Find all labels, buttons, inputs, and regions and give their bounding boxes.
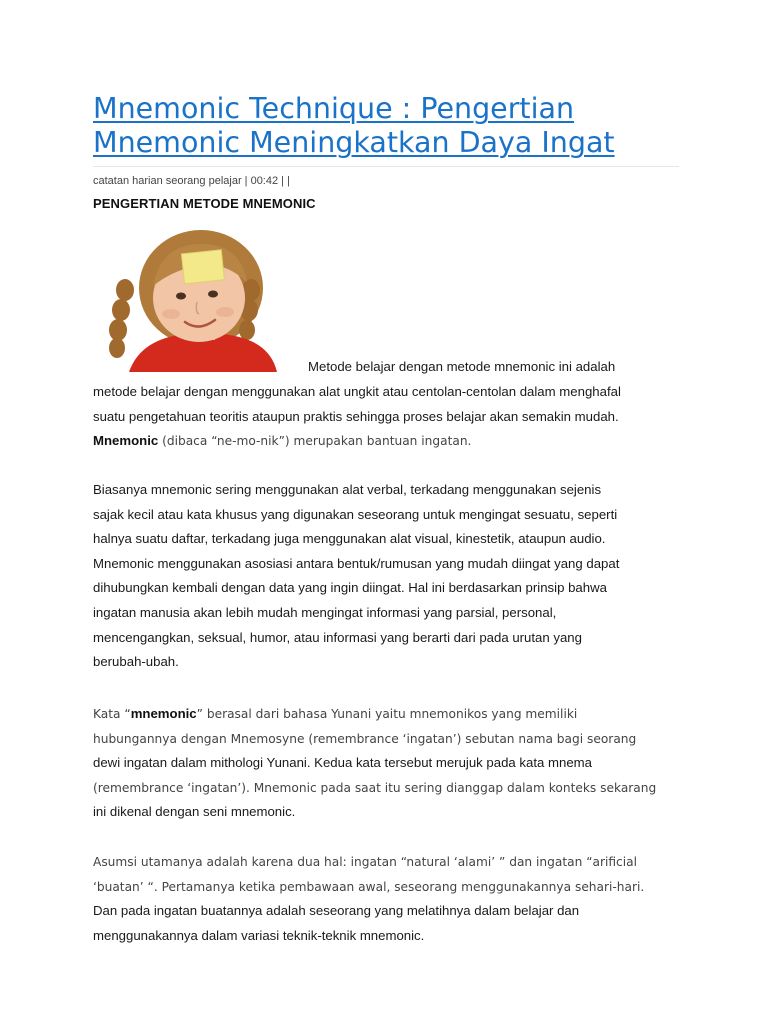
paragraph-4-line: Asumsi utamanya adalah karena dua hal: ingatan “natural ‘alami’ ” dan ingatan “arificial [93,855,637,869]
paragraph-4-line: ‘buatan’ “. Pertamanya ketika pembawaan awal, seseorang menggunakannya sehari-hari. [93,879,645,894]
paragraph-1-first-line: Metode belajar dengan metode mnemonic ini adalah [308,359,616,374]
title-line-1[interactable]: Mnemonic Technique : Pengertian [93,92,575,125]
paragraph-2-line: Biasanya mnemonic sering menggunakan alat verbal, terkadang menggunakan sejenis [93,482,602,497]
mnemonic-bold-term: mnemonic [130,706,197,721]
paragraph-3 [93,702,693,825]
post-meta: catatan harian seorang pelajar | 00:42 | | [93,175,290,187]
paragraph-1 [93,380,693,454]
paragraph-4 [93,850,693,948]
paragraph-2-line: halnya suatu daftar, terkadang juga menggunakan alat visual, kinestetik, ataupun audio. [93,531,606,547]
paragraph-2-line: sajak kecil atau kata khusus yang digunakan seseorang untuk mengingat sesuatu, seperti [93,506,618,522]
paragraph-4-line: Dan pada ingatan buatannya adalah seseorang yang melatihnya dalam belajar dan [93,903,580,919]
paragraph-3-line [93,702,693,727]
pronunciation-note: (dibaca “ne-mo-nik”) merupakan bantuan ingatan. [158,434,472,449]
paragraph-2-line: Mnemonic menggunakan asosiasi antara bentuk/rumusan yang mudah diingat yang dapat [93,555,620,571]
paragraph-1-line [93,429,693,454]
paragraph-1-line: metode belajar dengan menggunakan alat ungkit atau centolan-centolan dalam menghafal [93,384,621,399]
paragraph-2-line: mencengangkan, seksual, humor, atau informasi yang berarti dari pada urutan yang [93,629,582,645]
paragraph-2-line: dihubungkan kembali dengan data yang ingin diingat. Hal ini berdasarkan prinsip bahwa [93,580,607,596]
paragraph-3-line: (remembrance ‘ingatan’). Mnemonic pada saat itu sering dianggap dalam konteks sekarang [93,780,657,795]
paragraph-2-line: berubah-ubah. [93,654,179,670]
paragraph-3-line: hubungannya dengan Mnemosyne (remembrance ‘ingatan’) sebutan nama bagi seorang [93,731,637,746]
paragraph-1-line: suatu pengetahuan teoritis ataupun praktis sehingga proses belajar akan semakin mudah. [93,408,619,424]
paragraph-3-line: ini dikenal dengan seni mnemonic. [93,804,296,820]
paragraph-2 [93,478,693,675]
mnemonic-bold-term: Mnemonic [93,433,159,449]
paragraph-4-line: menggunakannya dalam variasi teknik-teknik mnemonic. [93,927,425,943]
section-heading: PENGERTIAN METODE MNEMONIC [93,196,316,211]
article-title-link[interactable] [93,92,679,160]
title-line-2[interactable]: Mnemonic Meningkatkan Daya Ingat [93,126,615,159]
paragraph-3-line: dewi ingatan dalam mithologi Yunani. Kedua kata tersebut merujuk pada kata mnema [93,755,592,771]
paragraph-3-text: ” berasal dari bahasa Yunani yaitu mnemonikos yang memiliki [196,707,578,721]
girl-sticky-note-photo [101,230,301,372]
paragraph-2-line: ingatan manusia akan lebih mudah mengingat informasi yang parsial, personal, [93,604,557,620]
title-divider [93,166,679,167]
paragraph-3-text: Kata “ [93,707,131,721]
